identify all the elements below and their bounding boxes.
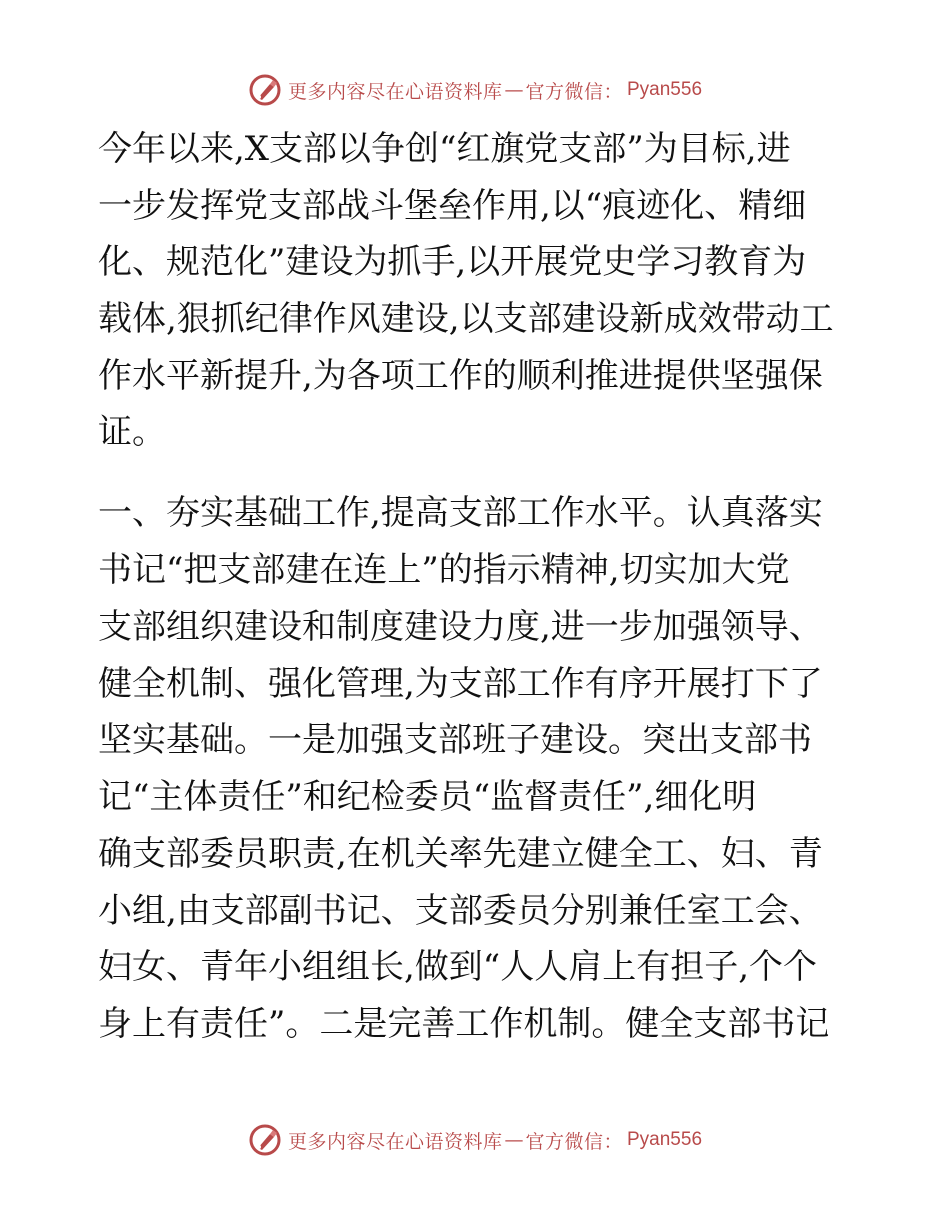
paragraph-line: 健全机制、强化管理,为支部工作有序开展打下了 [98, 664, 823, 704]
paragraph-line: 载体,狠抓纪律作风建设,以支部建设新成效带动工 [98, 299, 834, 339]
paragraph-line: 一、夯实基础工作,提高支部工作水平。认真落实 [98, 493, 823, 533]
watermark-main-text: 更多内容尽在心语资料库 [287, 80, 503, 103]
watermark-main-text: 更多内容尽在心语资料库 [287, 1130, 503, 1153]
paragraph-line: 证。 [98, 412, 166, 452]
paragraph-line: 坚实基础。一是加强支部班子建设。突出支部书 [98, 720, 812, 760]
watermark-wechat-id: Pyan556 [627, 1129, 703, 1150]
paragraph-line: 一步发挥党支部战斗堡垒作用,以“痕迹化、精细 [98, 186, 807, 226]
paragraph-line: 小组,由支部副书记、支部委员分别兼任室工会、 [98, 891, 823, 931]
watermark-separator: — [504, 79, 524, 101]
paragraph-line: 化、规范化”建设为抓手,以开展党史学习教育为 [98, 242, 807, 282]
paragraph-line: 书记“把支部建在连上”的指示精神,切实加大党 [98, 550, 790, 590]
pen-logo-icon [248, 1123, 282, 1157]
watermark-wechat-label: 官方微信： [525, 80, 623, 103]
paragraph-line: 妇女、青年小组组长,做到“人人肩上有担子,个个 [98, 947, 817, 987]
paragraph-line: 记“主体责任”和纪检委员“监督责任”,细化明 [98, 777, 757, 817]
paragraph-line: 今年以来,X支部以争创“红旗党支部”为目标,进 [98, 129, 791, 169]
watermark-wechat-label: 官方微信： [525, 1130, 623, 1153]
watermark-separator: — [504, 1129, 524, 1151]
footer-watermark [0, 1120, 950, 1160]
header-watermark [0, 70, 950, 110]
watermark-wechat-id: Pyan556 [627, 79, 703, 100]
paragraph-line: 身上有责任”。二是完善工作机制。健全支部书记 [98, 1004, 830, 1044]
paragraph-line: 作水平新提升,为各项工作的顺利推进提供坚强保 [98, 356, 823, 396]
paragraph-line: 支部组织建设和制度建设力度,进一步加强领导、 [98, 607, 823, 647]
paragraph-line: 确支部委员职责,在机关率先建立健全工、妇、青 [98, 834, 823, 874]
pen-logo-icon [248, 73, 282, 107]
